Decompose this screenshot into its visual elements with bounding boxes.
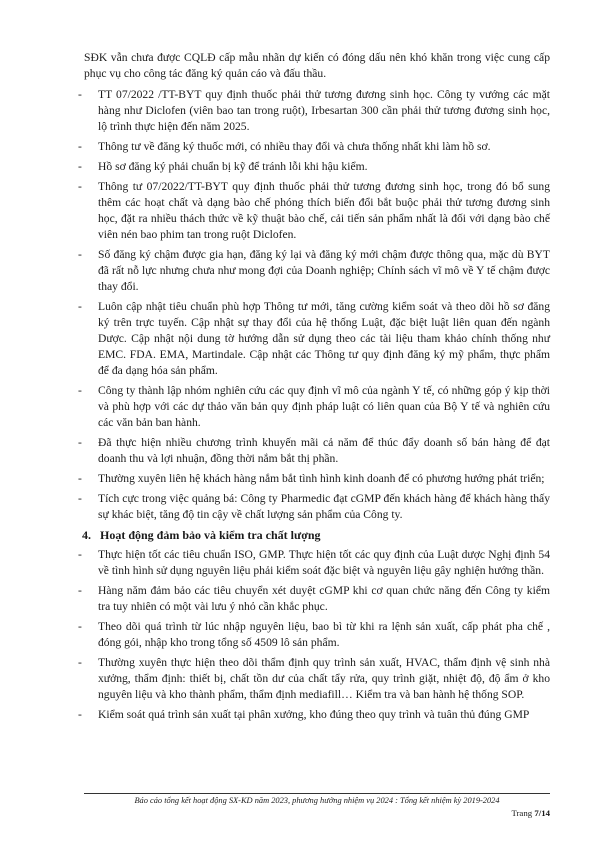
list-item-text: Thông tư 07/2022/TT-BYT quy định thuốc phải thử tương đương sinh học, trong đó bổ sung thêm các hoạt chất và dạng bào chế phóng thích biến đổi bắt buộc phải thử tương đương sinh học, đặt ra nhiều thách thức về kỹ thuật bào chế, cải tiến sản phẩm nhất là đối với dạng bào chế viên nén bao phim tan trong ruột Diclofen.: [98, 180, 550, 241]
list-item: [78, 619, 550, 651]
list-item-text: TT 07/2022 /TT-BYT quy định thuốc phải thử tương đương sinh học. Công ty vướng các mặt hàng như Diclofen (viên bao tan trong ruột), Irbesartan 300 cần phải thử tương đương sinh học, lộ trình thực hiện đến năm 2025.: [98, 88, 550, 133]
bullet-dash: -: [78, 708, 82, 721]
page-current: 7: [534, 808, 539, 818]
bullet-list-b: [78, 547, 550, 723]
list-item: [78, 299, 550, 379]
bullet-dash: -: [78, 140, 82, 153]
bullet-dash: -: [78, 88, 82, 101]
page-label: Trang: [511, 808, 533, 818]
section-heading: [82, 527, 550, 543]
list-item: [78, 583, 550, 615]
list-item-text: Hồ sơ đăng ký phải chuẩn bị kỹ để tránh lỗi khi hậu kiểm.: [98, 160, 368, 173]
page-content: [78, 50, 550, 727]
list-item: [78, 139, 550, 155]
page-total: /14: [538, 808, 550, 818]
bullet-dash: -: [78, 492, 82, 505]
list-item: [78, 655, 550, 703]
bullet-dash: -: [78, 548, 82, 561]
list-item: [78, 547, 550, 579]
bullet-dash: -: [78, 248, 82, 261]
bullet-dash: -: [78, 584, 82, 597]
list-item-text: Công ty thành lập nhóm nghiên cứu các quy định vĩ mô của ngành Y tế, có những góp ý kịp thời và phù hợp với các dự thảo văn bản quy định pháp luật có liên quan của Bộ Y tế và nghiên cứu các văn bản ban hành.: [98, 384, 550, 429]
list-item-text: Tích cực trong việc quảng bá: Công ty Pharmedic đạt cGMP đến khách hàng để khách hàng thấy sự khác biệt, tăng độ tin cậy về chất lượng sản phẩm của Công ty.: [98, 492, 550, 521]
list-item-text: Đã thực hiện nhiều chương trình khuyến mãi cả năm để thúc đẩy doanh số bán hàng để đạt doanh thu và lợi nhuận, đồng thời nắm bắt thị phần.: [98, 436, 550, 465]
list-item: [78, 471, 550, 487]
list-item-text: Hàng năm đảm bảo các tiêu chuyển xét duyệt cGMP khi cơ quan chức năng đến Công ty kiểm tra tuy nhiên có một vài lưu ý nhỏ cần khắc phục.: [98, 584, 550, 613]
list-item: [78, 491, 550, 523]
list-item: [78, 159, 550, 175]
bullet-dash: -: [78, 656, 82, 669]
list-item-text: Kiểm soát quá trình sản xuất tại phân xưởng, kho đúng theo quy trình và tuân thủ đúng GMP: [98, 708, 530, 721]
list-item: [78, 179, 550, 243]
bullet-list-a: [78, 87, 550, 523]
list-item: [78, 87, 550, 135]
bullet-dash: -: [78, 620, 82, 633]
list-item-text: Thường xuyên thực hiện theo dõi thẩm định quy trình sản xuất, HVAC, thẩm định vệ sinh nhà xưởng, thẩm định: thiết bị, chất tồn dư của chất tẩy rửa, quy trình giặt, nhiệt độ, độ ẩm ở kho nguyên liệu và kho thành phẩm, thẩm định mediafill… Kiểm tra và ban hành hệ thống SOP.: [98, 656, 550, 701]
bullet-dash: -: [78, 180, 82, 193]
list-item-text: Luôn cập nhật tiêu chuẩn phù hợp Thông tư mới, tăng cường kiểm soát và theo dõi hồ sơ đăng ký trên trực tuyến. Cập nhật sự thay đổi của hệ thống Luật, đặc biệt luật liên quan đến ngành Dược. Cập nhật nội dung tờ hướng dẫn sử dụng theo các tài liệu tham khảo chính thống như EMC. FDA. EMA, Martindale. Cập nhật các Thông tư quy định đăng ký mỹ phẩm, thực phẩm để đa dạng hóa sản phẩm.: [98, 300, 550, 377]
list-item: [78, 435, 550, 467]
bullet-dash: -: [78, 436, 82, 449]
list-item-text: Thông tư về đăng ký thuốc mới, có nhiều thay đổi và chưa thống nhất khi làm hồ sơ.: [98, 140, 491, 153]
page-number: [511, 808, 550, 819]
bullet-dash: -: [78, 384, 82, 397]
list-item-text: Số đăng ký chậm được gia hạn, đăng ký lại và đăng ký mới chậm được thông qua, mặc dù BYT đã rất nỗ lực nhưng chưa như mong đợi của Doanh nghiệp; Chính sách vĩ mô về Y tế chậm được thay đổi.: [98, 248, 550, 293]
bullet-dash: -: [78, 300, 82, 313]
intro-paragraph: SĐK vẫn chưa được CQLĐ cấp mẫu nhãn dự kiến có đóng dấu nên khó khăn trong việc cung cấp phục vụ cho công tác đăng ký quản cáo và đấu thầu.: [84, 51, 550, 80]
list-item-text: Thực hiện tốt các tiêu chuẩn ISO, GMP. Thực hiện tốt các quy định của Luật dược Nghị định 54 về tình hình sử dụng nguyên liệu phải kiểm soát đặc biệt và nguyên liệu gây nghiện hướng thần.: [98, 548, 550, 577]
list-item: [78, 383, 550, 431]
footer-text: Báo cáo tổng kết hoạt động SX-KD năm 2023, phương hướng nhiệm vụ 2024 : Tổng kết nhiệm kỳ 2019-2024: [134, 796, 500, 805]
bullet-dash: -: [78, 472, 82, 485]
list-item-text: Thường xuyên liên hệ khách hàng nắm bắt tình hình kinh doanh để có phương hướng phát triển;: [98, 472, 545, 485]
section-number: 4.: [82, 528, 91, 542]
footer-divider: [84, 793, 550, 794]
list-item-text: Theo dõi quá trình từ lúc nhập nguyên liệu, bao bì từ khi ra lệnh sản xuất, cấp phát pha chế , đóng gói, nhập kho trong tổng số 4509 lô sản phẩm.: [98, 620, 550, 649]
list-item: [78, 247, 550, 295]
bullet-dash: -: [78, 160, 82, 173]
list-item: [78, 707, 550, 723]
section-title: Hoạt động đảm bảo và kiểm tra chất lượng: [100, 528, 321, 542]
